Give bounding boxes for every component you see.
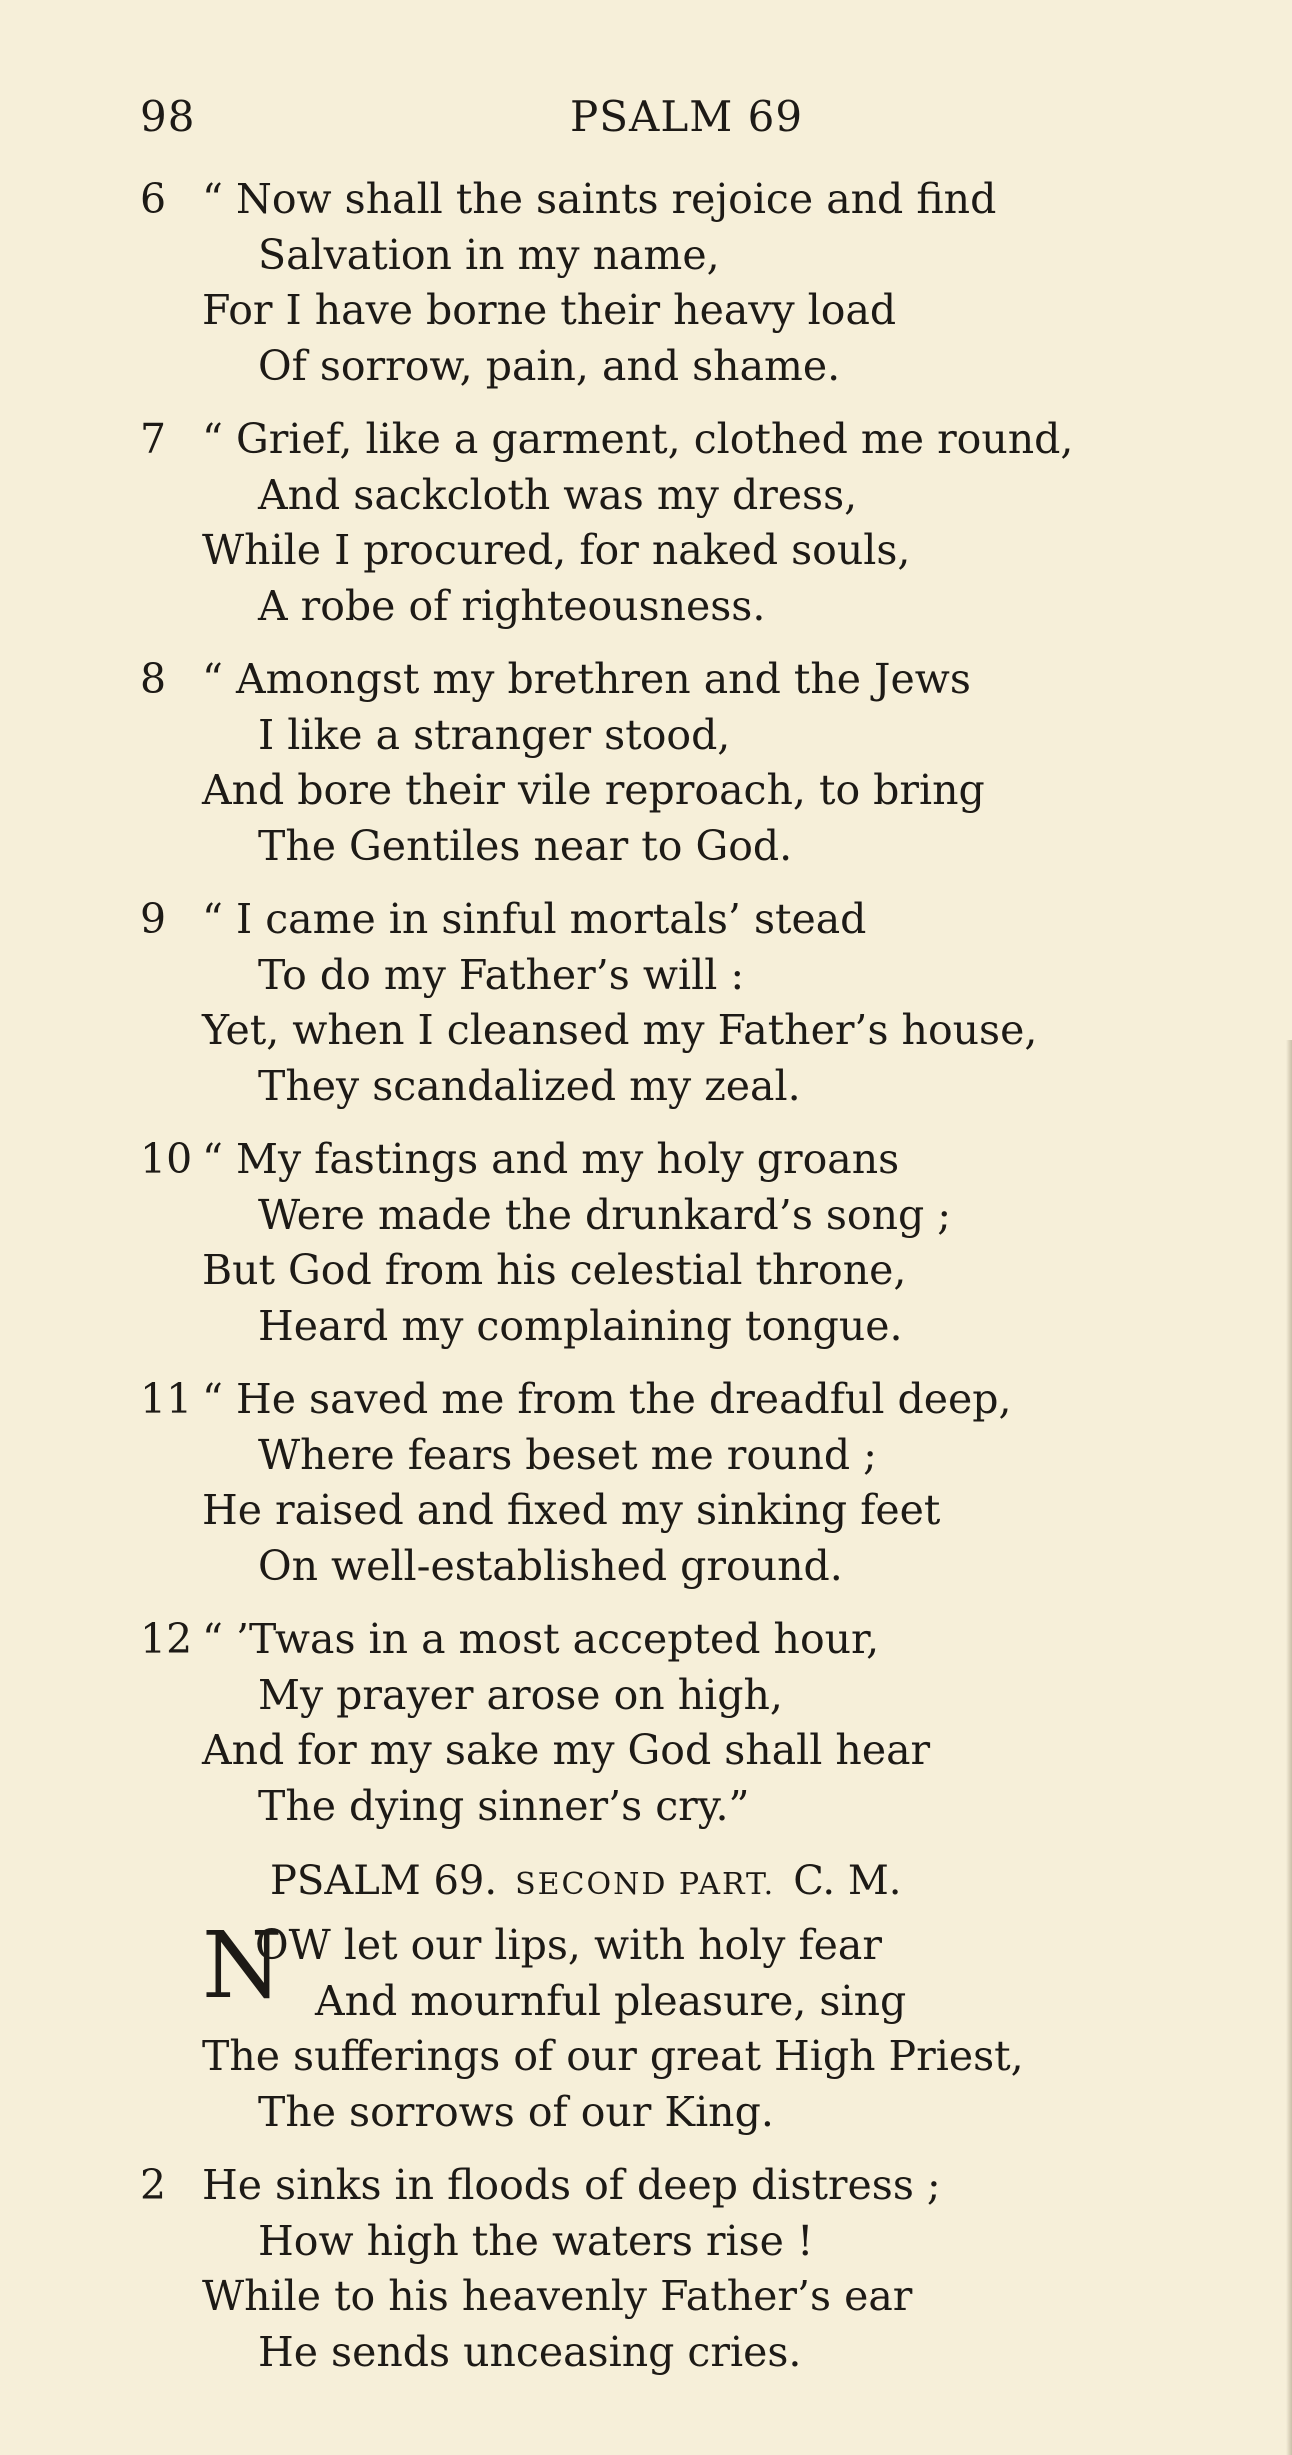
verse: [140, 652, 1260, 874]
drop-cap: N: [202, 1912, 283, 2019]
verse-line: And bore their vile reproach, to bring: [202, 766, 985, 814]
verse-line: The sufferings of our great High Priest,: [202, 2032, 1024, 2080]
verse-line: “ My fastings and my holy groans: [202, 1135, 900, 1183]
verse: [140, 172, 1260, 394]
verse-line: They scandalized my zeal.: [258, 1061, 801, 1110]
verse-line: He sinks in floods of deep distress ;: [202, 2161, 941, 2209]
verse-line: “ Now shall the saints rejoice and find: [202, 175, 997, 223]
verse-line: “ Grief, like a garment, clothed me round,: [202, 415, 1074, 463]
verse: [140, 412, 1260, 634]
verse-line: While to his heavenly Father’s ear: [202, 2272, 913, 2320]
verse-number: 2: [140, 2161, 167, 2209]
verse-line: “ Amongst my brethren and the Jews: [202, 655, 971, 703]
page-number: 98: [140, 92, 196, 141]
verse-number: 8: [140, 655, 167, 703]
section-meter: C. M.: [793, 1858, 902, 1904]
section-part: SECOND PART.: [515, 1867, 776, 1902]
verse-line: A robe of righteousness.: [258, 581, 766, 630]
running-title: PSALM 69: [570, 92, 804, 141]
verse-line: And mournful pleasure, sing: [315, 1976, 907, 2025]
verse: [140, 1132, 1260, 1354]
verse-line: Yet, when I cleansed my Father’s house,: [202, 1006, 1038, 1054]
verse: [140, 892, 1260, 1114]
verse-number: 11: [140, 1375, 193, 1423]
verse: [140, 1612, 1260, 1834]
verse-line: And sackcloth was my dress,: [258, 470, 858, 519]
section-title: PSALM 69.: [270, 1858, 498, 1904]
section-heading: [140, 1852, 1260, 1914]
verse-line: Where fears beset me round ;: [258, 1430, 877, 1479]
page-header: [140, 92, 1140, 152]
verse-line: My prayer arose on high,: [258, 1670, 783, 1719]
verse-line: “ I came in sinful mortals’ stead: [202, 895, 867, 943]
verse-line: How high the waters rise !: [258, 2216, 814, 2265]
verse-line: And for my sake my God shall hear: [202, 1726, 931, 1774]
verse-number: 10: [140, 1135, 193, 1183]
verse-line: He sends unceasing cries.: [258, 2327, 802, 2376]
verse: [140, 1372, 1260, 1594]
verse-number: 6: [140, 175, 167, 223]
verse-line: “ ’Twas in a most accepted hour,: [202, 1615, 880, 1663]
verse-number: 12: [140, 1615, 193, 1663]
verse-line: OW let our lips, with holy fear: [255, 1921, 882, 1969]
verse-line: He raised and fixed my sinking feet: [202, 1486, 941, 1534]
verse-list: [140, 172, 1260, 2398]
verse-line: “ He saved me from the dreadful deep,: [202, 1375, 1012, 1423]
verse-line: Heard my complaining tongue.: [258, 1301, 903, 1350]
verse: [140, 2158, 1260, 2380]
verse-line: Were made the drunkard’s song ;: [258, 1190, 952, 1239]
verse-line: For I have borne their heavy load: [202, 286, 897, 334]
verse-line: The sorrows of our King.: [258, 2087, 774, 2136]
verse-line: Salvation in my name,: [258, 230, 720, 279]
verse-line: The dying sinner’s cry.”: [258, 1781, 750, 1830]
verse-line: On well-established ground.: [258, 1541, 843, 1590]
verse-line: But God from his celestial throne,: [202, 1246, 907, 1294]
verse-number: 9: [140, 895, 167, 943]
verse-line: While I procured, for naked souls,: [202, 526, 911, 574]
verse-line: I like a stranger stood,: [258, 710, 731, 759]
page-edge: [1286, 1040, 1292, 2455]
verse: [140, 1912, 1260, 2140]
verse-line: The Gentiles near to God.: [258, 821, 793, 870]
verse-number: 7: [140, 415, 167, 463]
verse-line: To do my Father’s will :: [258, 950, 745, 999]
verse-line: Of sorrow, pain, and shame.: [258, 341, 841, 390]
